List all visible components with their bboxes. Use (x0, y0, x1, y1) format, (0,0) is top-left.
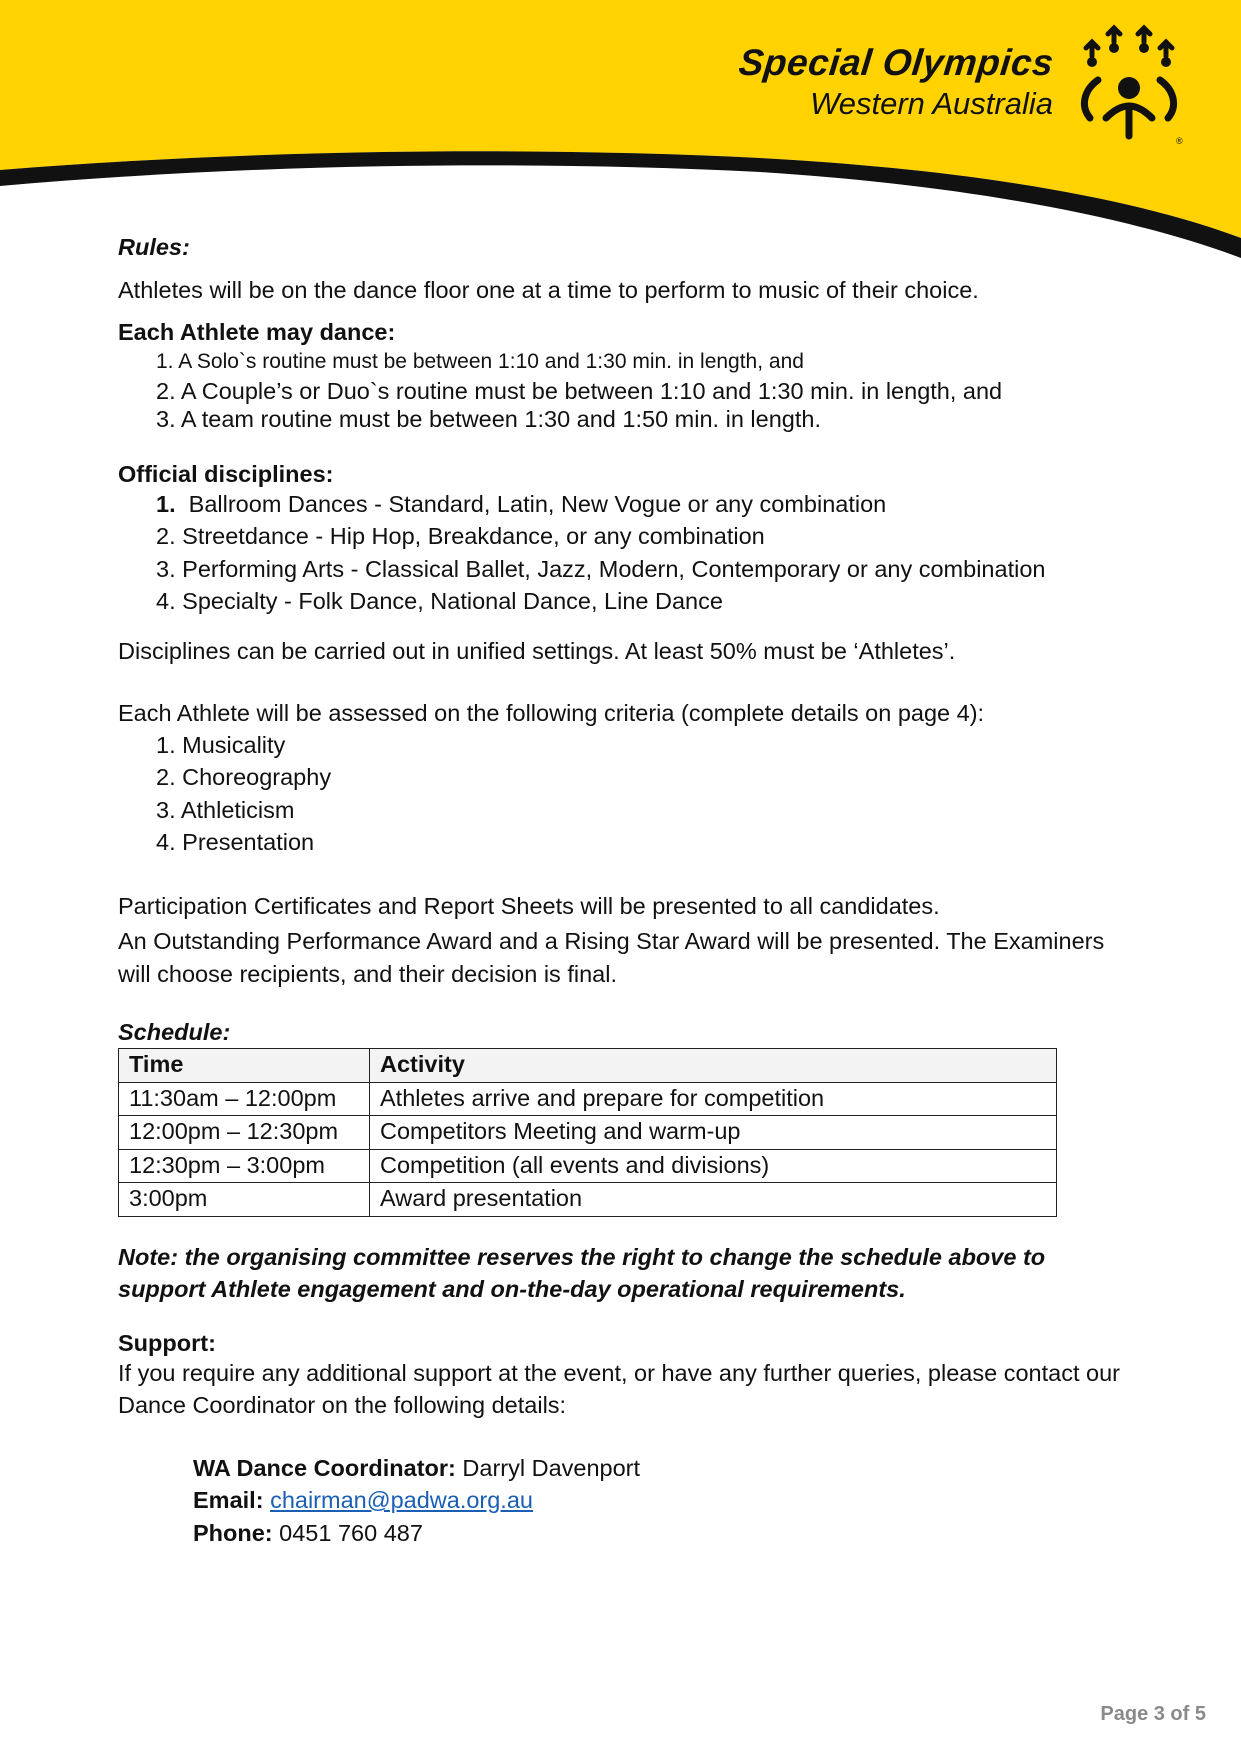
disciplines-list (156, 488, 1128, 618)
email-row (193, 1484, 1128, 1517)
table-row (119, 1149, 1057, 1183)
schedule-table (118, 1048, 1057, 1217)
contact-details (193, 1452, 1128, 1550)
time-cell: 3:00pm (119, 1183, 370, 1217)
support-text: If you require any additional support at the event, or have any further queries, please contact our Dance Coordinator on the following details: (118, 1359, 1120, 1419)
list-item: 2. Choreography (156, 764, 332, 791)
may-dance-heading: Each Athlete may dance: (118, 318, 396, 345)
support-heading: Support: (118, 1329, 216, 1356)
activity-cell: Competitors Meeting and warm-up (370, 1116, 1057, 1150)
certificates-text: Participation Certificates and Report Sheets will be presented to all candidates. (118, 892, 940, 919)
coordinator-row (193, 1452, 1128, 1485)
activity-cell: Competition (all events and divisions) (370, 1149, 1057, 1183)
header-band (0, 0, 1241, 260)
rules-heading: Rules: (118, 234, 190, 260)
disciplines-heading: Official disciplines: (118, 460, 334, 487)
activity-cell: Athletes arrive and prepare for competition (370, 1082, 1057, 1116)
page-number: Page 3 of 5 (1100, 1703, 1206, 1725)
table-row (119, 1116, 1057, 1150)
special-olympics-emblem-icon (1064, 18, 1194, 148)
email-label: Email: (193, 1487, 264, 1514)
criteria-list (156, 729, 1128, 859)
table-header-row (119, 1049, 1057, 1083)
unified-note: Disciplines can be carried out in unified settings. At least 50% must be ‘Athletes’. (118, 637, 956, 664)
schedule-note: Note: the organising committee reserves the right to change the schedule above to support Athlete engagement and on-the-day operational requirements. (118, 1243, 1046, 1303)
table-row (119, 1082, 1057, 1116)
column-header-activity: Activity (370, 1049, 1057, 1083)
awards-text: An Outstanding Performance Award and a Rising Star Award will be presented. The Examiners will choose recipients, and their decision is final. (118, 928, 1105, 988)
list-item: 2. A Couple’s or Duo`s routine must be between 1:10 and 1:30 min. in length, and (156, 377, 1003, 404)
page-content (118, 230, 1128, 1549)
rules-intro: Athletes will be on the dance floor one at a time to perform to music of their choice. (118, 277, 979, 303)
phone-number: 0451 760 487 (279, 1519, 423, 1546)
schedule-heading: Schedule: (118, 1019, 231, 1046)
list-item: 1. Ballroom Dances - Standard, Latin, New Vogue or any combination (156, 490, 887, 517)
list-item: 1. Musicality (156, 731, 286, 758)
list-item: 4. Presentation (156, 829, 315, 856)
coordinator-label: WA Dance Coordinator: (193, 1454, 456, 1481)
email-link[interactable]: chairman@padwa.org.au (270, 1487, 533, 1514)
list-item: 1. A Solo`s routine must be between 1:10 and 1:30 min. in length, and (156, 349, 804, 373)
time-cell: 12:30pm – 3:00pm (119, 1149, 370, 1183)
list-item: 4. Specialty - Folk Dance, National Dance, Line Dance (156, 588, 723, 615)
svg-text:®: ® (1176, 136, 1183, 146)
brand-name: Special Olympics (736, 42, 1056, 83)
header-swoosh-graphic (0, 0, 1241, 260)
column-header-time: Time (119, 1049, 370, 1083)
time-cell: 11:30am – 12:00pm (119, 1082, 370, 1116)
brand-logo-text (736, 42, 1056, 122)
criteria-intro: Each Athlete will be assessed on the following criteria (complete details on page 4): (118, 700, 985, 727)
may-dance-list (156, 347, 1128, 433)
activity-cell: Award presentation (370, 1183, 1057, 1217)
coordinator-name: Darryl Davenport (462, 1454, 641, 1481)
brand-region: Western Australia (810, 86, 1053, 121)
list-item: 3. A team routine must be between 1:30 and 1:50 min. in length. (156, 405, 821, 432)
phone-label: Phone: (193, 1519, 273, 1546)
time-cell: 12:00pm – 12:30pm (119, 1116, 370, 1150)
table-row (119, 1183, 1057, 1217)
list-item: 3. Performing Arts - Classical Ballet, Jazz, Modern, Contemporary or any combination (156, 555, 1046, 582)
list-item: 3. Athleticism (156, 796, 295, 823)
list-item: 2. Streetdance - Hip Hop, Breakdance, or any combination (156, 523, 765, 550)
phone-row (193, 1517, 1128, 1550)
